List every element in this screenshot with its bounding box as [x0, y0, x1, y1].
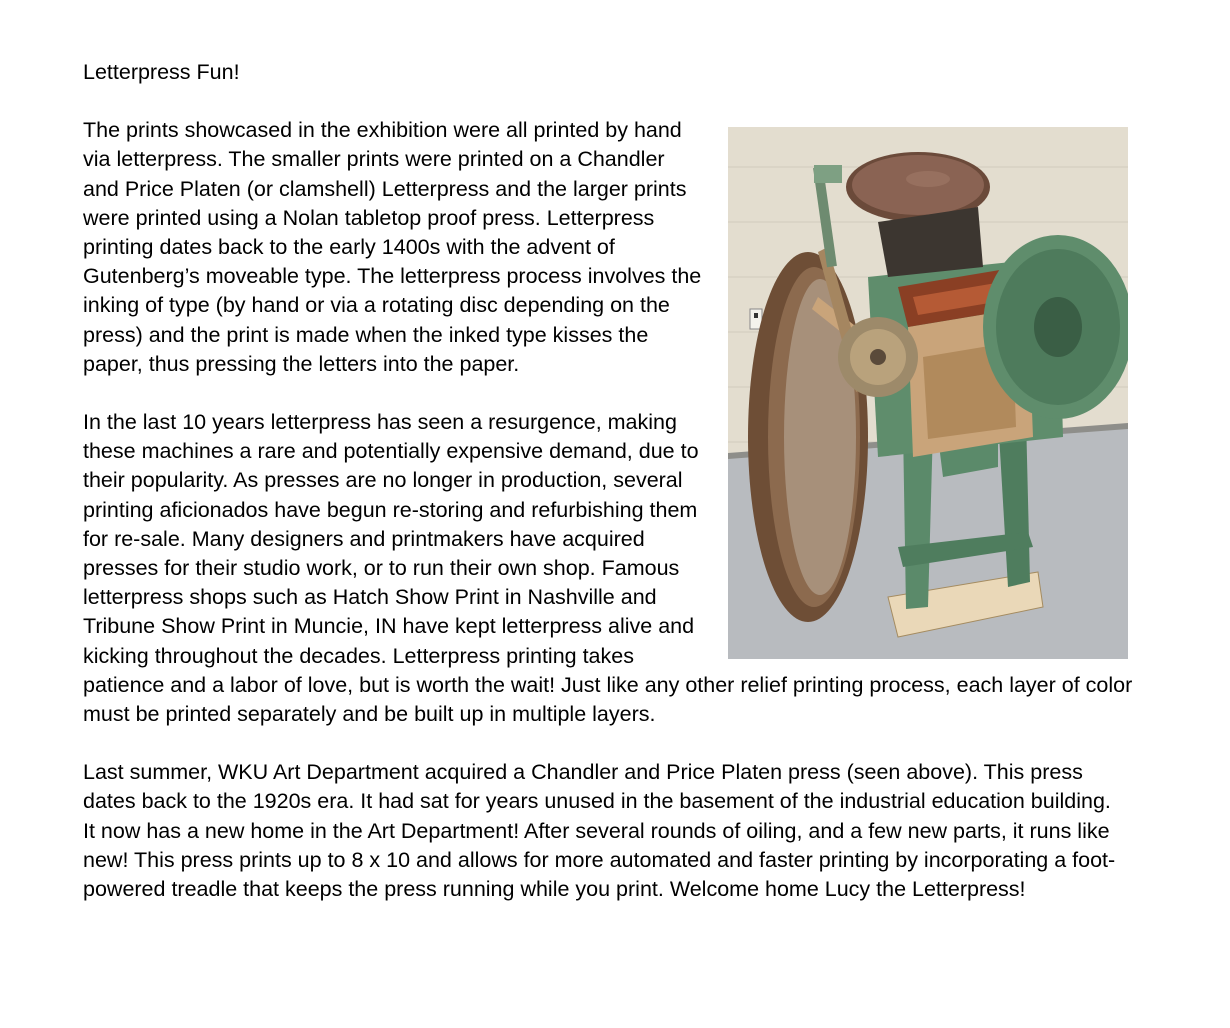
intro-section	[83, 116, 1143, 758]
paragraph-3: Last summer, WKU Art Department acquired a Chandler and Price Platen press (seen above). This press dates back to the 1920s era. It had sat for years unused in the basement of the industrial education building. It now has a new home in the Art Department! After several rounds of oiling, and a few new parts, it runs like new! This press prints up to 8 x 10 and allows for more automated and faster printing by incorporating a foot-powered treadle that keeps the press running while you print. Welcome home Lucy the Letterpress!	[83, 760, 1116, 902]
document-body	[83, 58, 1143, 933]
paragraph-2: In the last 10 years letterpress has seen a resurgence, making these machines a rare and potentially expensive demand, due to their popularity. As presses are no longer in production, several printing aficionados have begun re-storing and refurbishing them for re-sale. Many designers and printmakers have acquired presses for their studio work, or to run their own shop. Famous letterpress shops such as Hatch Show Print in Nashville and Tribune Show Print in Muncie, IN have kept letterpress alive and kicking throughout the decades. Letterpress printing takes patience and a labor of love, but is worth the wait! Just like any other relief printing process, each layer of color must be printed separately and be built up in multiple layers.	[83, 410, 1133, 727]
paragraph-1: The prints showcased in the exhibition were all printed by hand via letterpress. The smaller prints were printed on a Chandler and Price Platen (or clamshell) Letterpress and the larger prints were printed using a Nolan tabletop proof press. Letterpress printing dates back to the early 1400s with the advent of Gutenberg’s moveable type. The letterpress process involves the inking of type (by hand or via a rotating disc depending on the press) and the print is made when the inked type kisses the paper, thus pressing the letters into the paper.	[83, 118, 702, 376]
letterpress-photo	[728, 127, 1128, 659]
document-title: Letterpress Fun!	[83, 60, 240, 84]
letterpress-photo-illustration	[728, 127, 1128, 659]
